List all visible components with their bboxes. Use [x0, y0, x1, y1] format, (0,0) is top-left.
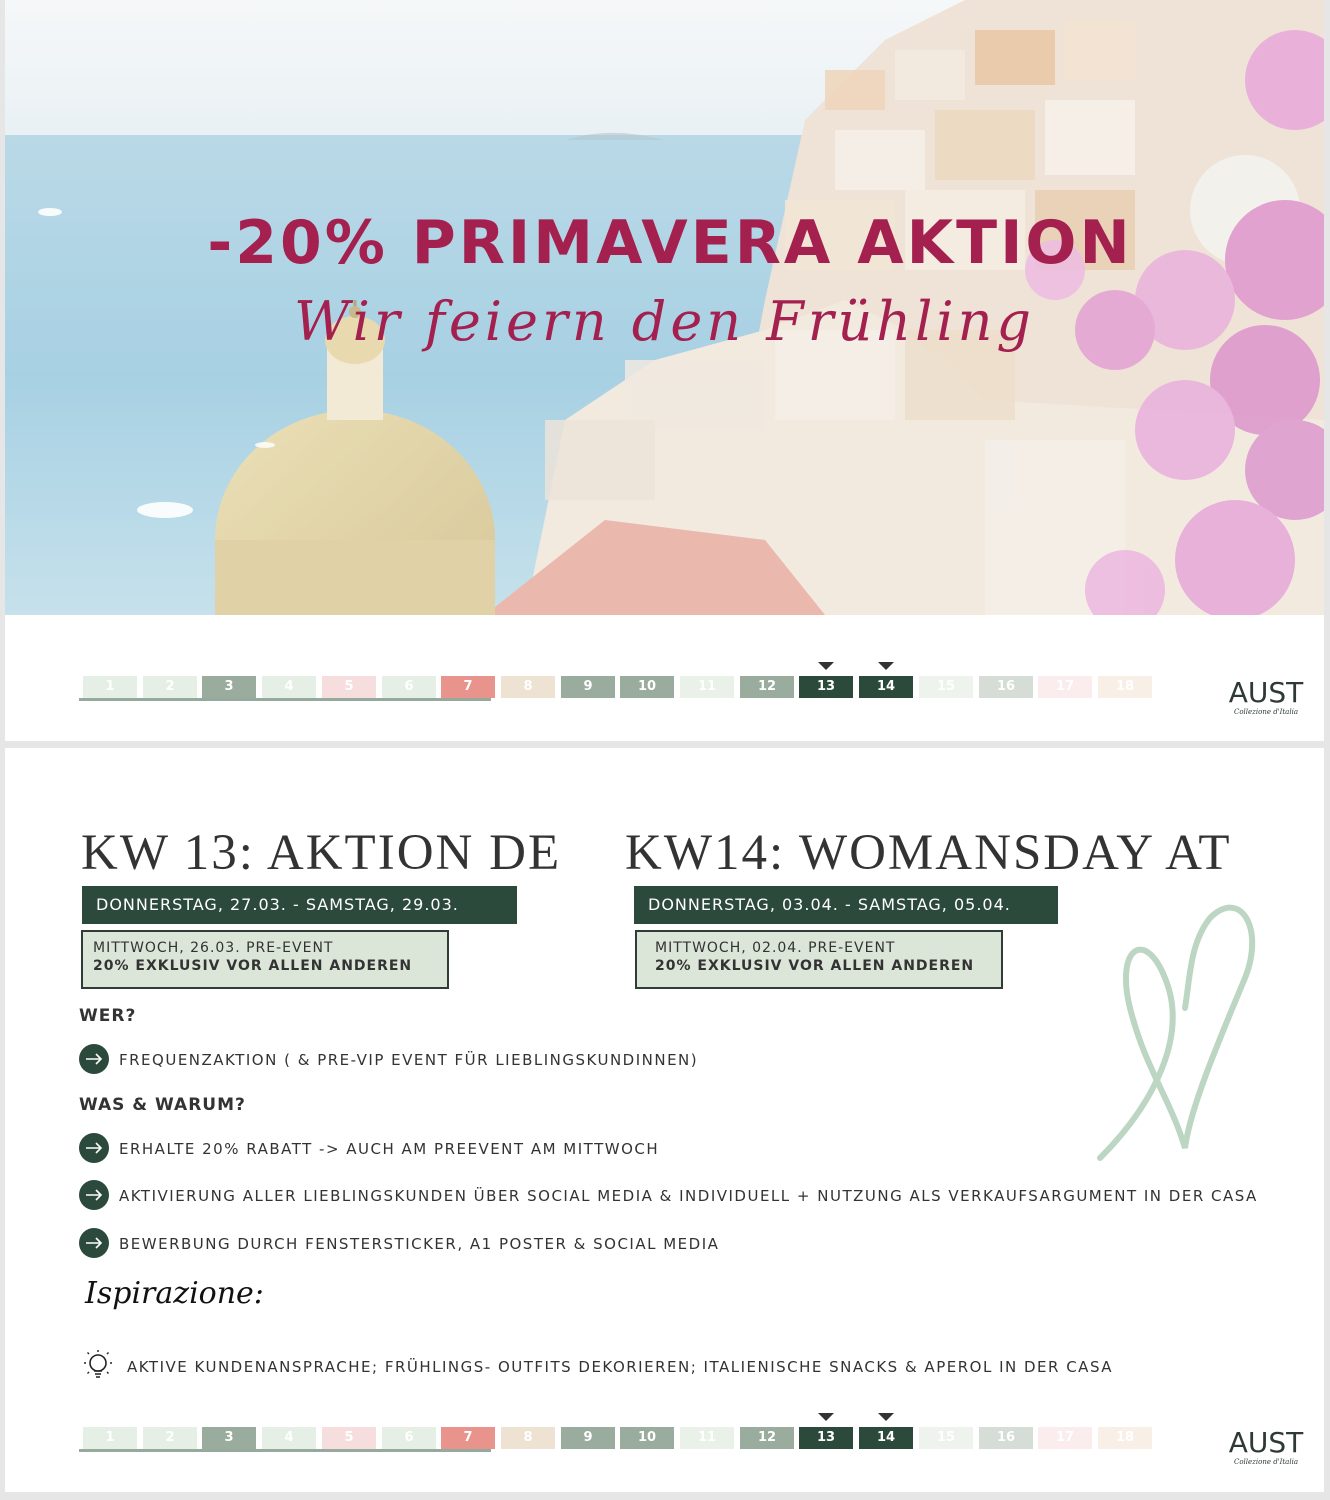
arrow-right-icon — [79, 1133, 109, 1163]
slide-campaign-details — [5, 748, 1324, 1492]
hero-image-positano — [5, 0, 1324, 615]
week-cell-11: 11 — [680, 1427, 734, 1449]
kw13-date-box: DONNERSTAG, 27.03. - SAMSTAG, 29.03. — [82, 886, 517, 924]
week-cell-2: 2 — [143, 1427, 197, 1449]
week-cell-18: 18 — [1098, 676, 1152, 698]
current-week-marker-icon — [818, 1413, 834, 1421]
week-cell-9: 9 — [561, 676, 615, 698]
timeline-progress-line — [79, 1449, 491, 1452]
week-cell-8: 8 — [501, 676, 555, 698]
week-cell-4: 4 — [262, 1427, 316, 1449]
was-item-text: ERHALTE 20% RABATT -> AUCH AM PREEVENT AM MITTWOCH — [119, 1140, 660, 1158]
week-cell-1: 1 — [83, 676, 137, 698]
wer-item-text: FREQUENZAKTION ( & PRE-VIP EVENT FÜR LIEBLINGSKUNDINNEN) — [119, 1051, 699, 1069]
arrow-right-icon — [79, 1228, 109, 1258]
kw14-title: KW14: WOMANSDAY AT — [625, 825, 1232, 881]
week-cell-5: 5 — [322, 1427, 376, 1449]
kw13-title: KW 13: AKTION DE — [81, 825, 562, 881]
heart-doodle-icon — [1090, 888, 1260, 1163]
week-cell-15: 15 — [919, 1427, 973, 1449]
week-cell-1: 1 — [83, 1427, 137, 1449]
week-cell-15: 15 — [919, 676, 973, 698]
logo-name: AUST — [1228, 676, 1304, 709]
week-cell-8: 8 — [501, 1427, 555, 1449]
timeline-progress-line — [79, 698, 491, 701]
week-cell-18: 18 — [1098, 1427, 1152, 1449]
week-cell-7: 7 — [441, 1427, 495, 1449]
kw13-pre-event-offer: 20% EXKLUSIV VOR ALLEN ANDEREN — [93, 958, 413, 974]
week-cell-16: 16 — [979, 676, 1033, 698]
week-cell-13: 13 — [799, 1427, 853, 1449]
week-cell-10: 10 — [620, 1427, 674, 1449]
kw14-date-box: DONNERSTAG, 03.04. - SAMSTAG, 05.04. — [634, 886, 1058, 924]
week-cell-17: 17 — [1038, 1427, 1092, 1449]
week-cell-14: 14 — [859, 1427, 913, 1449]
week-cell-4: 4 — [262, 676, 316, 698]
kw13-pre-event-date: MITTWOCH, 26.03. PRE-EVENT — [93, 940, 334, 956]
was-item-text: AKTIVIERUNG ALLER LIEBLINGSKUNDEN ÜBER SOCIAL MEDIA & INDIVIDUELL + NUTZUNG ALS VERKAUFSARGUMENT IN DER CASA — [119, 1187, 1258, 1205]
week-cell-17: 17 — [1038, 676, 1092, 698]
current-week-marker-icon — [818, 662, 834, 670]
week-timeline — [79, 1413, 1149, 1453]
week-cell-11: 11 — [680, 676, 734, 698]
logo-tagline: Collezione d'Italia — [1233, 708, 1298, 716]
week-cell-14: 14 — [859, 676, 913, 698]
week-cell-10: 10 — [620, 676, 674, 698]
logo-tagline: Collezione d'Italia — [1233, 1458, 1298, 1466]
lightbulb-icon — [81, 1348, 115, 1384]
week-timeline — [79, 662, 1149, 702]
week-cell-16: 16 — [979, 1427, 1033, 1449]
slide-primavera-hero — [5, 0, 1324, 741]
ispirazione-heading: Ispirazione: — [85, 1276, 264, 1311]
current-week-marker-icon — [878, 1413, 894, 1421]
aust-logo — [1221, 678, 1311, 716]
hero-subtitle: Wir feiern den Frühling — [294, 290, 1035, 353]
was-heading: WAS & WARUM? — [79, 1095, 246, 1115]
arrow-right-icon — [79, 1044, 109, 1074]
week-cell-3: 3 — [202, 676, 256, 698]
aust-logo — [1221, 1428, 1311, 1466]
arrow-right-icon — [79, 1180, 109, 1210]
logo-name: AUST — [1228, 1426, 1304, 1459]
week-cell-12: 12 — [740, 676, 794, 698]
current-week-marker-icon — [878, 662, 894, 670]
hero-title: -20% PRIMAVERA AKTION — [207, 208, 1133, 278]
week-cell-3: 3 — [202, 1427, 256, 1449]
kw14-pre-event-offer: 20% EXKLUSIV VOR ALLEN ANDEREN — [655, 958, 975, 974]
week-cell-7: 7 — [441, 676, 495, 698]
week-cell-13: 13 — [799, 676, 853, 698]
week-cell-6: 6 — [382, 1427, 436, 1449]
idea-text: AKTIVE KUNDENANSPRACHE; FRÜHLINGS- OUTFITS DEKORIEREN; ITALIENISCHE SNACKS & APEROL IN DER CASA — [127, 1358, 1114, 1376]
week-cell-2: 2 — [143, 676, 197, 698]
week-cell-5: 5 — [322, 676, 376, 698]
week-cell-12: 12 — [740, 1427, 794, 1449]
week-cell-6: 6 — [382, 676, 436, 698]
week-cell-9: 9 — [561, 1427, 615, 1449]
kw14-pre-event-date: MITTWOCH, 02.04. PRE-EVENT — [655, 940, 896, 956]
was-item-text: BEWERBUNG DURCH FENSTERSTICKER, A1 POSTER & SOCIAL MEDIA — [119, 1235, 720, 1253]
kw14-pre-event-box — [635, 930, 1003, 989]
wer-heading: WER? — [79, 1006, 137, 1026]
kw13-pre-event-box — [81, 930, 449, 989]
